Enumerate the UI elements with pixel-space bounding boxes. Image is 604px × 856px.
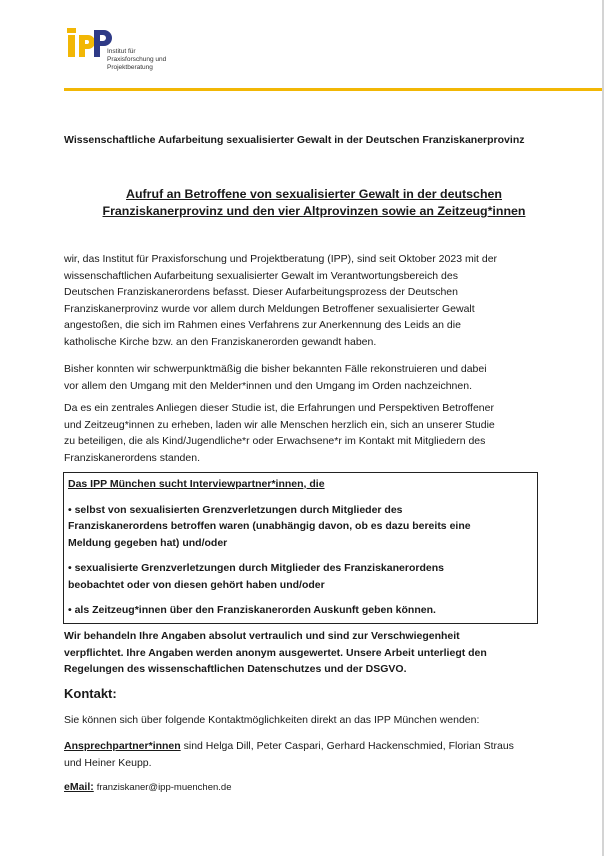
paragraph-status — [64, 361, 540, 394]
text-line: Da es ein zentrales Anliegen dieser Studie ist, die Erfahrungen und Perspektiven Betroffener — [64, 402, 494, 414]
text-line: Deutschen Franziskanerordens befasst. Dieser Aufarbeitungsprozess der Deutschen — [64, 286, 458, 298]
text-line: verpflichtet. Ihre Angaben werden anonym ausgewertet. Unsere Arbeit unterliegt den — [64, 646, 487, 659]
document-subject: Wissenschaftliche Aufarbeitung sexualisierter Gewalt in der Deutschen Franziskanerprovinz — [64, 134, 525, 146]
email-label: eMail: — [64, 781, 94, 793]
text-line: katholische Kirche bzw. an den Franziskanerorden gewandt haben. — [64, 335, 377, 348]
email-address-link[interactable]: franziskaner@ipp-muenchen.de — [96, 782, 232, 793]
heading-line: Franziskanerprovinz und den vier Altprovinzen sowie an Zeitzeug*innen — [102, 204, 526, 218]
text-line: Franziskanerprovinz wurde vor allem durch Meldungen Betroffener sexualisierter Gewalt — [64, 302, 475, 315]
text-line: Franziskanerordens standen. — [64, 451, 200, 464]
box-item-observed — [68, 560, 533, 593]
text-line: Regelungen des wissenschaftlichen Datenschutzes und der DSGVO. — [64, 663, 407, 675]
text-line: wir, das Institut für Praxisforschung und Projektberatung (IPP), sind seit Oktober 2023 mit der — [64, 253, 498, 265]
text-line: und Zeitzeug*innen zu erheben, laden wir alle Menschen herzlich ein, sich an unserer Studie — [64, 418, 495, 431]
text-line: Meldung gegeben hat) und/oder — [68, 536, 228, 549]
text-line: • als Zeitzeug*innen über den Franziskanerorden Auskunft geben können. — [68, 604, 436, 616]
logo-line: Projektberatung — [107, 64, 153, 71]
logo-i-bar — [68, 35, 75, 57]
text-line: Franziskanerordens betroffen waren (unabhängig davon, ob es dazu bereits eine — [68, 520, 471, 532]
text-line: zu beteiligen, die als Kind/Jugendliche*r oder Erwachsene*r im Kontakt mit Mitgliedern des — [64, 435, 486, 447]
text-line — [64, 738, 540, 755]
text-line: Wir behandeln Ihre Angaben absolut vertraulich und sind zur Verschwiegenheit — [64, 630, 460, 642]
contact-intro: Sie können sich über folgende Kontaktmöglichkeiten direkt an das IPP München wenden: — [64, 714, 480, 726]
box-title: Das IPP München sucht Interviewpartner*innen, die — [68, 478, 325, 490]
paragraph-intro — [64, 251, 540, 350]
text-line: und Heiner Keupp. — [64, 756, 152, 769]
text-line: • sexualisierte Grenzverletzungen durch Mitglieder des Franziskanerordens — [68, 562, 444, 574]
logo-line: Praxisforschung und — [107, 56, 167, 63]
text-line: beobachtet oder von diesen gehört haben und/oder — [68, 578, 325, 591]
box-item-witness — [68, 602, 533, 619]
logo-org-name — [107, 48, 166, 72]
logo-p1 — [79, 35, 95, 57]
header-rule — [64, 88, 604, 91]
document-heading — [64, 186, 564, 220]
text-line: • selbst von sexualisierten Grenzverletzungen durch Mitglieder des — [68, 503, 403, 516]
text-line: Bisher konnten wir schwerpunktmäßig die bisher bekannten Fälle rekonstruieren und dabei — [64, 363, 487, 375]
contact-label: Ansprechpartner*innen — [64, 740, 181, 752]
text-line: wissenschaftlichen Aufarbeitung sexualisierter Gewalt im Verantwortungsbereich des — [64, 269, 458, 282]
paragraph-privacy — [64, 628, 540, 678]
contact-email-row — [64, 779, 540, 797]
text-line: angestoßen, die sich im Rahmen eines Verfahrens zur Anerkennung des Leids an die — [64, 319, 461, 331]
heading-line: Aufruf an Betroffene von sexualisierter Gewalt in der deutschen — [126, 187, 502, 201]
text-line: vor allem den Umgang mit den Melder*innen und den Umgang im Orden nachzeichnen. — [64, 379, 472, 392]
interview-call-box — [63, 472, 538, 624]
paragraph-invitation — [64, 400, 540, 466]
contact-names: sind Helga Dill, Peter Caspari, Gerhard Hackenschmied, Florian Straus — [180, 740, 514, 752]
contact-heading: Kontakt: — [64, 686, 117, 701]
box-item-affected — [68, 502, 533, 552]
contact-persons — [64, 738, 540, 771]
logo-line: Institut für — [107, 48, 136, 55]
logo-i-dot — [67, 28, 76, 33]
